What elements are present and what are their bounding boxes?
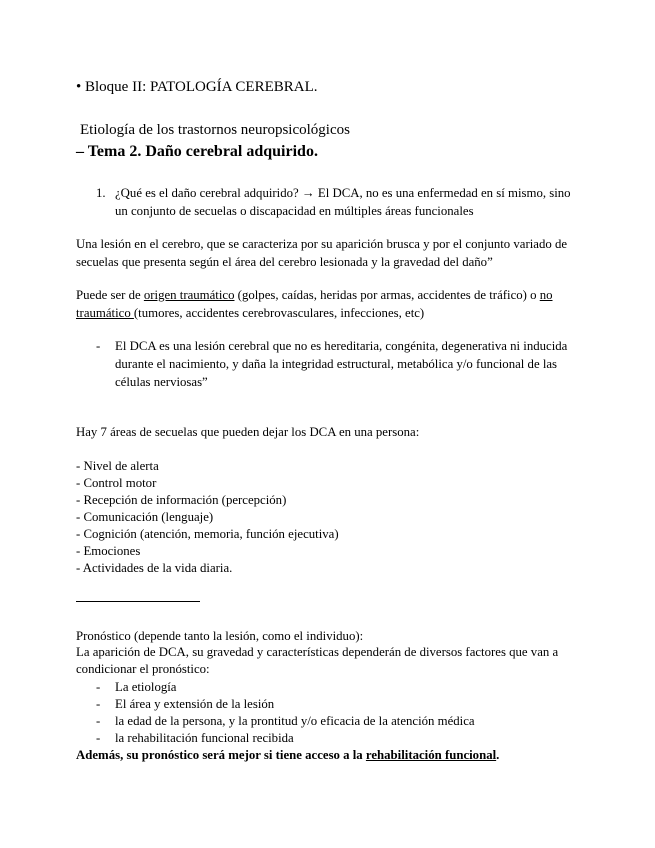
origin-text: Puede ser de: [76, 288, 144, 302]
question-line: un conjunto de secuelas o discapacidad en múltiples áreas funcionales: [115, 204, 474, 218]
area-item: - Nivel de alerta: [76, 459, 159, 473]
topic-heading: – Tema 2. Daño cerebral adquirido.: [76, 143, 318, 160]
question-number: 1.: [96, 186, 106, 200]
origin-non: no: [539, 288, 553, 302]
areas-intro: Hay 7 áreas de secuelas que pueden dejar los DCA en una persona:: [76, 425, 420, 439]
dash-bullet: -: [96, 680, 101, 694]
question-line: ¿Qué es el daño cerebral adquirido? → El DCA, no es una enfermedad en sí mismo, sino: [115, 186, 571, 200]
origin-text: (tumores, accidentes cerebrovasculares, infecciones, etc): [133, 306, 425, 320]
origin-traumatic: origen traumático: [143, 288, 235, 302]
conclusion-rehab: rehabilitación funcional: [365, 748, 497, 762]
prognosis-line: condicionar el pronóstico:: [76, 662, 210, 676]
dca-note-line: El DCA es una lesión cerebral que no es hereditaria, congénita, degenerativa ni inducida: [115, 339, 568, 353]
conclusion-text: Además, su pronóstico será mejor si tiene acceso a la: [76, 748, 366, 762]
prognosis-title: Pronóstico (depende tanto la lesión, como el individuo):: [76, 629, 364, 643]
origin-nontraumatic: traumático: [76, 306, 134, 320]
prognosis-conclusion: [76, 749, 499, 762]
prognosis-factor: la edad de la persona, y la prontitud y/o eficacia de la atención médica: [115, 714, 475, 728]
prognosis-line: La aparición de DCA, su gravedad y características dependerán de diversos factores que van a: [76, 645, 559, 659]
conclusion-text: .: [496, 748, 500, 762]
definition-line: Una lesión en el cerebro, que se caracteriza por su aparición brusca y por el conjunto variado de: [76, 237, 568, 251]
area-item: - Comunicación (lenguaje): [76, 510, 214, 524]
origin-text: (golpes, caídas, heridas por armas, accidentes de tráfico) o: [234, 288, 540, 302]
area-item: - Recepción de información (percepción): [76, 493, 287, 507]
separator-rule: [76, 601, 200, 602]
area-item: - Cognición (atención, memoria, función ejecutiva): [76, 527, 339, 541]
area-item: - Emociones: [76, 544, 141, 558]
prognosis-factor: La etiología: [115, 680, 177, 694]
origin-line: [76, 307, 424, 320]
dca-note-line: durante el nacimiento, y daña la integridad estructural, metabólica y/o funcional de las: [115, 357, 558, 371]
dash-bullet: -: [96, 697, 101, 711]
dash-bullet: -: [96, 731, 101, 745]
area-item: - Control motor: [76, 476, 157, 490]
dash-bullet: -: [96, 339, 101, 353]
dca-note-line: células nerviosas”: [115, 375, 208, 389]
subject-heading: Etiología de los trastornos neuropsicológicos: [80, 122, 350, 138]
area-item: - Actividades de la vida diaria.: [76, 561, 233, 575]
dash-bullet: -: [96, 714, 101, 728]
origin-line: [76, 289, 553, 302]
definition-line: secuelas que presenta según el área del cerebro lesionada y la gravedad del daño”: [76, 255, 493, 269]
prognosis-factor: la rehabilitación funcional recibida: [115, 731, 294, 745]
block-heading: • Bloque II: PATOLOGÍA CEREBRAL.: [76, 79, 318, 95]
prognosis-factor: El área y extensión de la lesión: [115, 697, 275, 711]
